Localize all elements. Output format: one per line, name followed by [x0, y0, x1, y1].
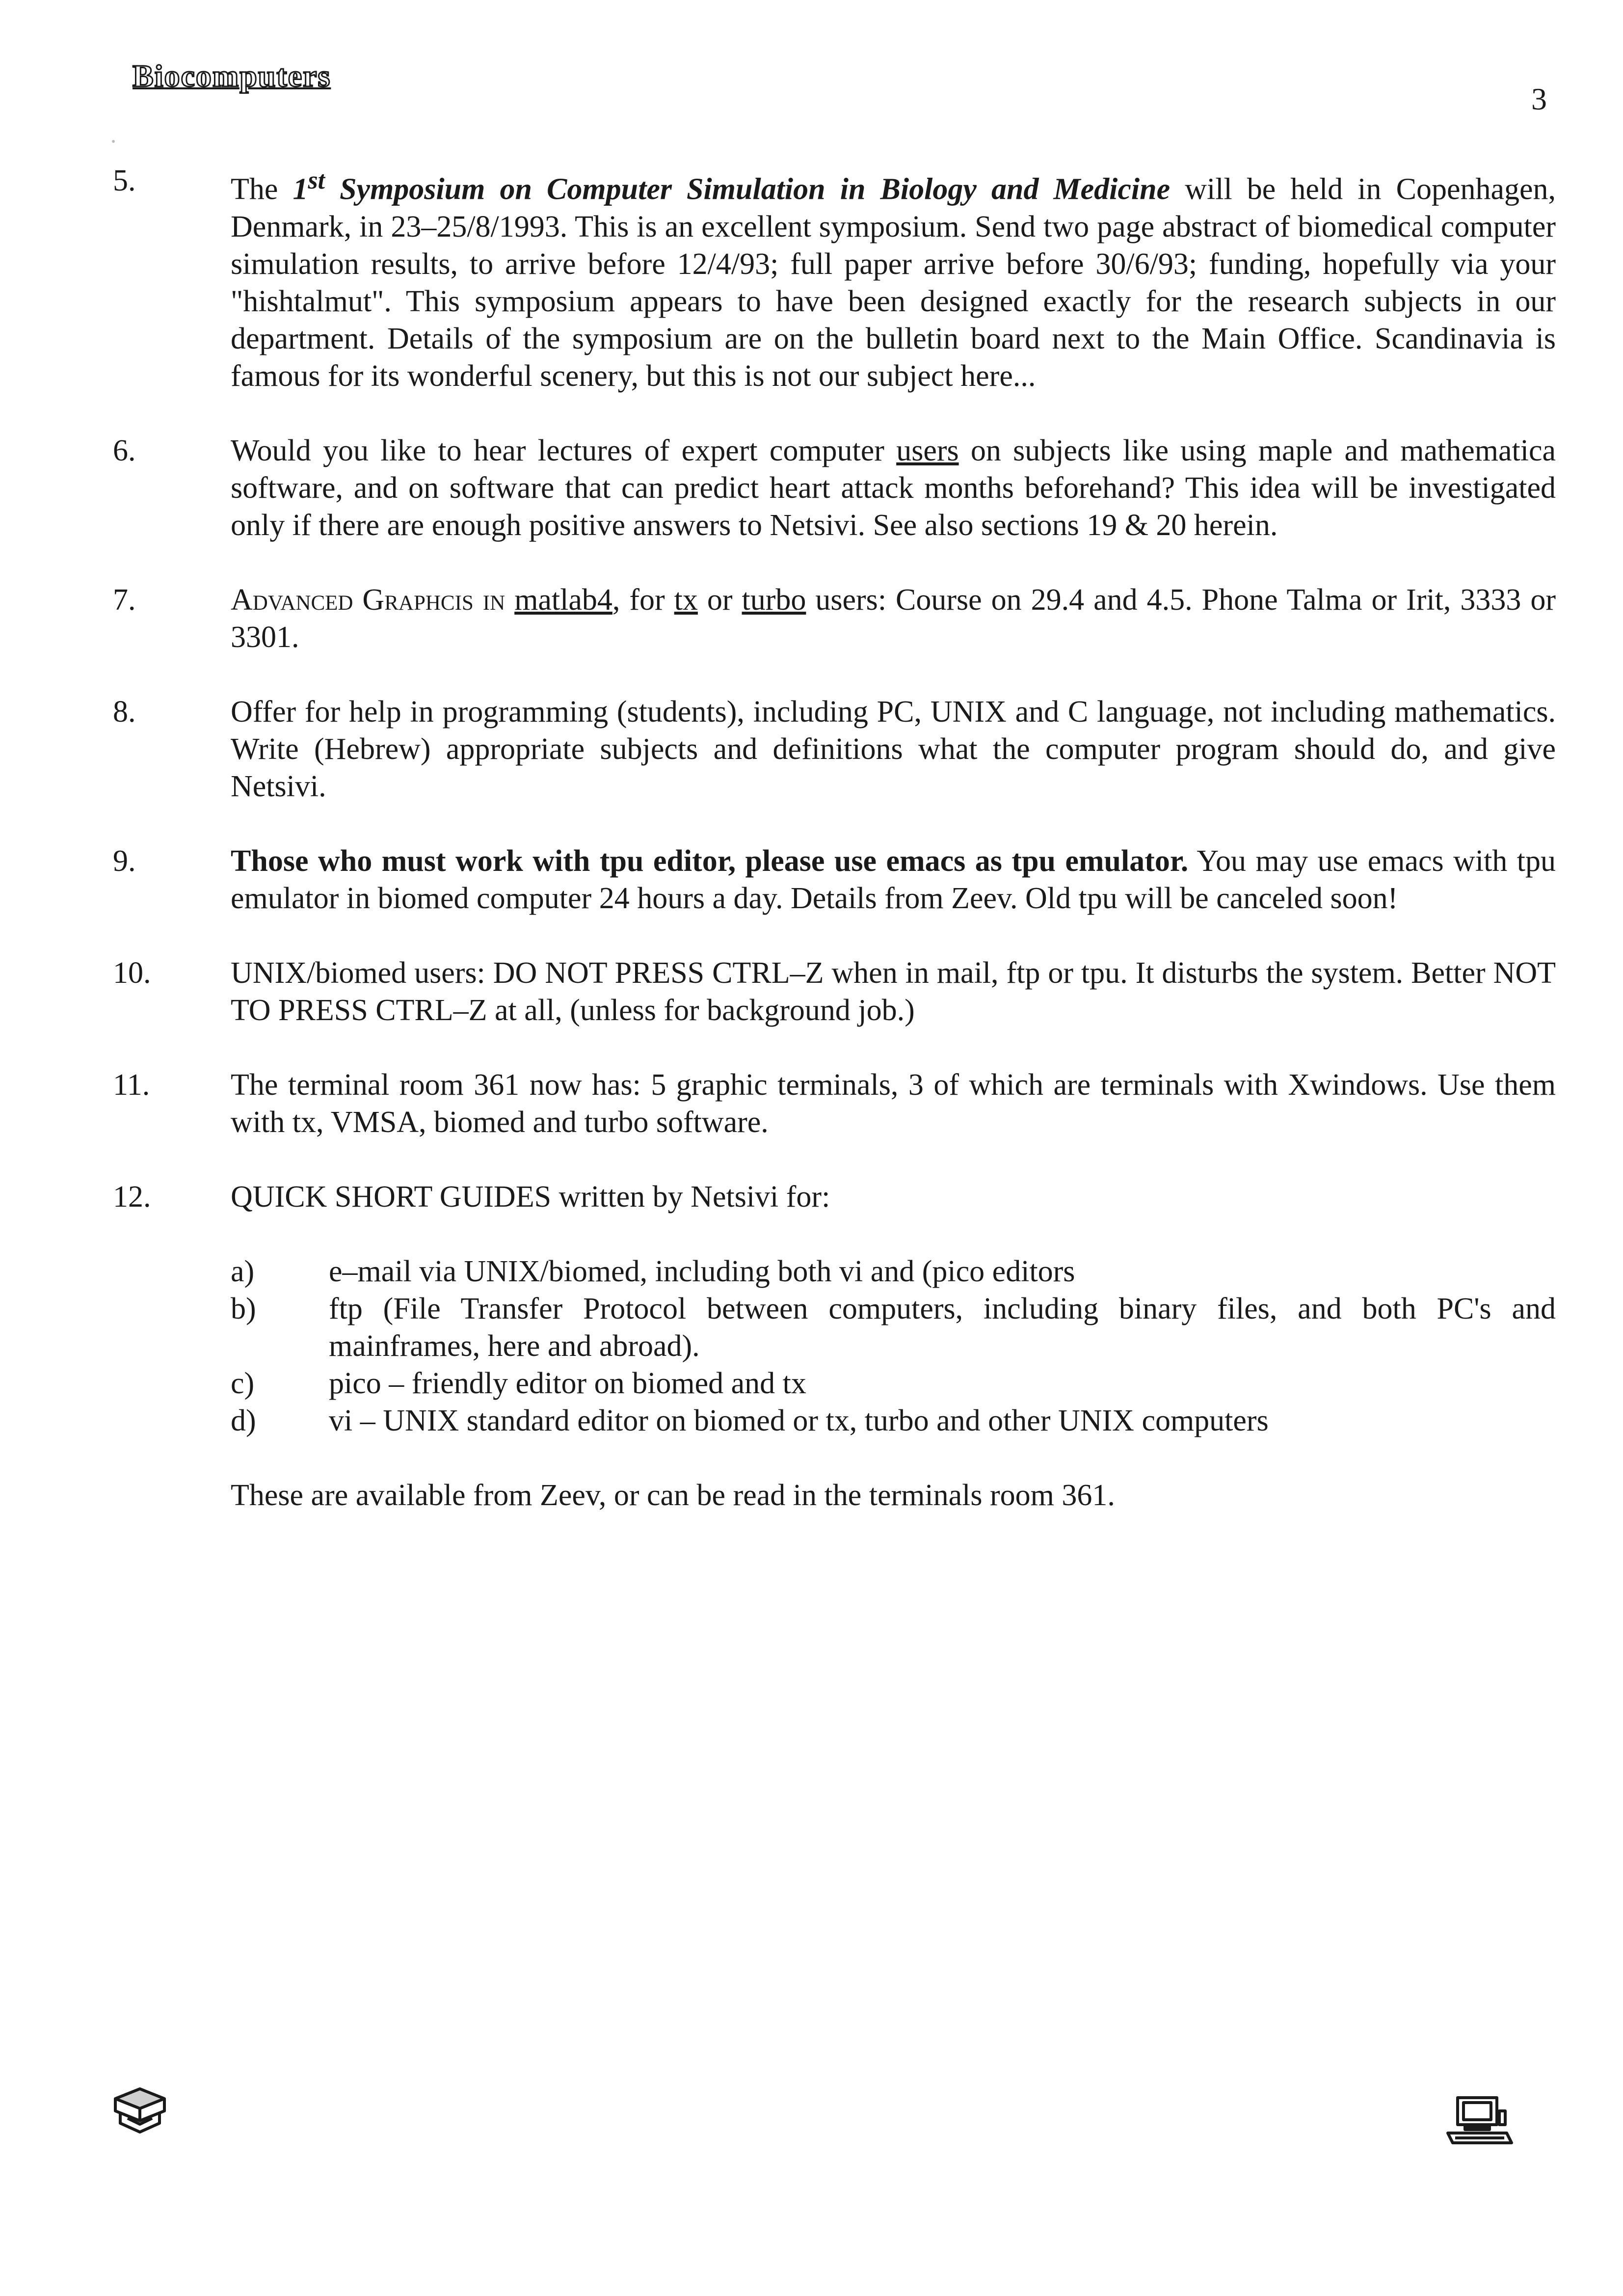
- item-number: 5.: [113, 164, 136, 197]
- item-text: Those who must work with tpu editor, please use emacs as tpu emulator. You may use emacs with tpu emulator in biomed computer 24 hours a day. Details from Zeev. Old tpu will be canceled soon!: [231, 844, 1556, 915]
- item-number: 7.: [113, 583, 136, 617]
- item-text: Offer for help in programming (students), including PC, UNIX and C language, not including mathematics. Write (Hebrew) appropriate subjects and definitions what the computer program should do, and give Netsivi.: [231, 695, 1556, 803]
- list-item-7: [113, 581, 1556, 656]
- item-text: Advanced Graphcis in matlab4, for tx or turbo users: Course on 29.4 and 4.5. Phone Talma or Irit, 3333 or 3301.: [231, 583, 1556, 654]
- guides-closing: These are available from Zeev, or can be read in the terminals room 361.: [231, 1478, 1115, 1512]
- guide-item: c) pico – friendly editor on biomed and tx: [231, 1366, 806, 1400]
- header-title: Biocomputers: [133, 58, 331, 93]
- item-text: UNIX/biomed users: DO NOT PRESS CTRL–Z when in mail, ftp or tpu. It disturbs the system. Better NOT TO PRESS CTRL–Z at all, (unless for background job.): [231, 956, 1556, 1027]
- item-number: 11.: [113, 1068, 150, 1102]
- guide-item: d) vi – UNIX standard editor on biomed or tx, turbo and other UNIX computers: [231, 1404, 1269, 1437]
- document-body: [113, 162, 1556, 1551]
- computer-terminal-icon: [1445, 2094, 1514, 2150]
- list-item-11: [113, 1066, 1556, 1141]
- item-number: 9.: [113, 844, 136, 878]
- list-item-10: [113, 954, 1556, 1029]
- page-number: 3: [1531, 81, 1547, 116]
- course-title: Advanced Graphcis in: [231, 583, 506, 617]
- guide-item: b) ftp (File Transfer Protocol between computers, including binary files, and both PC's and mainframes, here and abroad).: [231, 1292, 1556, 1363]
- guides-intro: QUICK SHORT GUIDES written by Netsivi for:: [231, 1180, 830, 1214]
- item-text: [231, 1178, 1556, 1514]
- symposium-ordinal: 1: [293, 172, 308, 206]
- item-number: 8.: [113, 695, 136, 729]
- ordinal-suffix: st: [308, 166, 325, 194]
- guides-list: [231, 1253, 1556, 1439]
- printer-stack-icon: [110, 2084, 169, 2140]
- list-item-8: [113, 693, 1556, 805]
- symposium-title: Symposium on Computer Simulation in Biology and Medicine: [324, 172, 1171, 206]
- item-number: 6.: [113, 433, 136, 467]
- list-item-12: [113, 1178, 1556, 1514]
- guide-item: a) e–mail via UNIX/biomed, including both vi and (pico editors: [231, 1254, 1075, 1288]
- emphasis-text: Those who must work with tpu editor, please use emacs as tpu emulator.: [231, 844, 1189, 878]
- list-item-5: [113, 162, 1556, 395]
- item-text: The 1st Symposium on Computer Simulation in Biology and Medicine will be held in Copenhagen, Denmark, in 23–25/8/1993. This is an excellent symposium. Send two page abstract of biomedical computer simulation results, to arrive before 12/4/93; full paper arrive before 30/6/93; funding, hopefully via your "hishtalmut". This symposium appears to have been designed exactly for the research subjects in our department. Details of the symposium are on the bulletin board next to the Main Office. Scandinavia is famous for its wonderful scenery, but this is not our subject here...: [231, 166, 1556, 393]
- item-text: Would you like to hear lectures of expert computer users on subjects like using maple and mathematica software, and on software that can predict heart attack months beforehand? This idea will be investigated only if there are enough positive answers to Netsivi. See also sections 19 & 20 herein.: [231, 433, 1556, 542]
- item-number: 12.: [113, 1180, 151, 1214]
- list-item-6: [113, 432, 1556, 544]
- item-text: The terminal room 361 now has: 5 graphic terminals, 3 of which are terminals with Xwindows. Use them with tx, VMSA, biomed and turbo software.: [231, 1068, 1556, 1139]
- scan-speck: [112, 140, 115, 143]
- item-number: 10.: [113, 956, 151, 990]
- list-item-9: [113, 842, 1556, 917]
